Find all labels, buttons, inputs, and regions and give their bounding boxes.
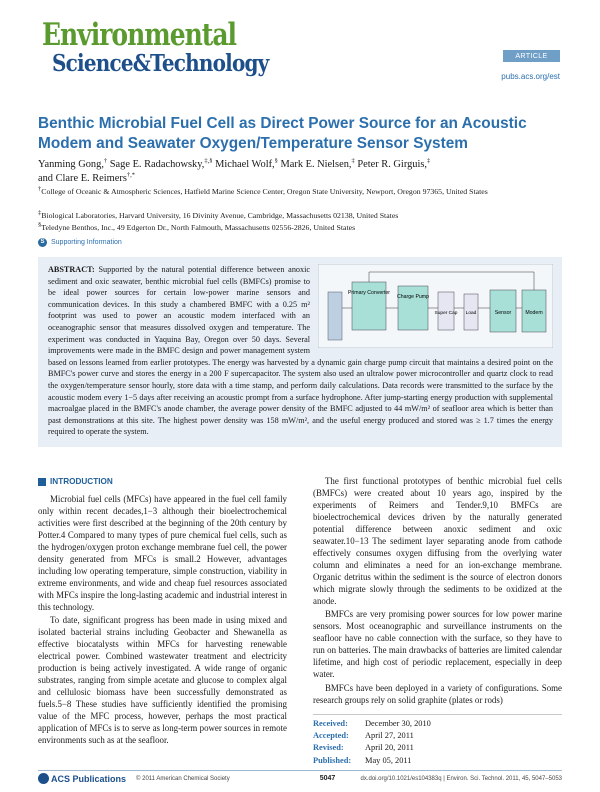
body-paragraph: The first functional prototypes of benthic microbial fuel cells (BMFCs) were created about 10 years ago, inspired by the experiments of Reimers and Tender.9,10 BMFCs are bioelectrochemical devices driven by the naturally generated potential difference between anoxic sediment and oxic seawater.10−13 The sediment layer separating anode from cathode effectively consumes oxygen diffusing from the overlying water column and eliminates a need for an ion-exchange membrane. Organic detritus within the sediment is the source of electron donors which migrate slowly through the sediments to be oxidized at the anode. [313, 476, 562, 606]
journal-url-link[interactable]: pubs.acs.org/est [501, 72, 560, 81]
affiliation-1 [38, 186, 568, 198]
journal-logo-line1: Environmental [42, 16, 237, 53]
diagram-label: Charge Pump [396, 294, 430, 300]
affiliation-2 [38, 210, 568, 222]
body-paragraph: BMFCs are very promising power sources for low power marine sensors. Most oceanographic and surveillance instruments on the seafloor have no cable connection with the surface, so they have to run on batteries. The main drawbacks of batteries are limited calendar lifetime, and high cost of periodic replacement, especially in deep water. [313, 609, 562, 680]
journal-logo-line2: Science&Technology [52, 49, 269, 77]
author-mark: †,* [126, 171, 135, 179]
diagram-label: Primary Converter [347, 290, 391, 296]
author-name[interactable]: Peter R. Girguis, [357, 159, 428, 170]
article-type-badge: ARTICLE [503, 50, 560, 62]
abstract-graphic [318, 264, 553, 348]
supporting-info-label: Supporting Information [51, 239, 122, 246]
author-name[interactable]: and Clare E. Reimers [38, 173, 127, 184]
diagram-label: Super Cap [434, 311, 458, 316]
left-column [38, 476, 287, 747]
affiliation-text: Teledyne Benthos, Inc., 49 Edgerton Dr., North Falmouth, Massachusetts 02556-2826, United States [41, 223, 356, 232]
journal-logo [40, 16, 269, 78]
date-key: Received: [313, 719, 348, 728]
abstract-label: ABSTRACT: [48, 265, 95, 274]
publisher-logo[interactable] [38, 773, 126, 784]
affiliation-text: Biological Laboratories, Harvard University, 16 Divinity Avenue, Cambridge, Massachusetts 02138, United States [41, 211, 399, 220]
section-heading-text: INTRODUCTION [50, 477, 113, 486]
author-list [38, 158, 568, 186]
affiliation-mark: ‡ [38, 209, 42, 217]
author-mark: ‡ [351, 157, 355, 165]
paper-title: Benthic Microbial Fuel Cell as Direct Power Source for an Acoustic Modem and Seawater Oxygen/Temperature Sensor System [38, 115, 527, 152]
date-row [313, 742, 562, 754]
affiliation-mark: § [38, 221, 42, 229]
affiliation-3 [38, 222, 568, 234]
abstract-box [38, 257, 562, 447]
date-value: December 30, 2010 [365, 719, 431, 728]
section-bullet-icon [38, 478, 46, 486]
date-row [313, 718, 562, 730]
publication-dates [313, 714, 562, 767]
affiliation-mark: † [38, 185, 42, 193]
date-row [313, 730, 562, 742]
section-heading [38, 476, 287, 488]
affiliation-text: College of Oceanic & Atmospheric Sciences, Hatfield Marine Science Center, Oregon State University, Newport, Oregon 97365, United States [41, 187, 488, 196]
date-key: Accepted: [313, 731, 349, 741]
body-paragraph: BMFCs have been deployed in a variety of configurations. Some research groups rely on solid graphite (plates or rods) [313, 683, 562, 706]
charge-pump-box [398, 286, 428, 330]
fuel-cell-shape [328, 292, 342, 340]
system-diagram [318, 264, 553, 348]
publisher-name: ACS Publications [51, 773, 127, 784]
author-mark: ‡,§ [204, 157, 213, 165]
supporting-info-link[interactable] [38, 238, 122, 247]
date-row [313, 755, 562, 767]
right-column [313, 476, 562, 707]
acs-logo-icon [38, 773, 49, 784]
diagram-label: Load [465, 311, 477, 316]
page-number: 5047 [319, 775, 336, 782]
abstract-text [48, 264, 553, 438]
author-mark: † [103, 157, 108, 165]
copyright-text: © 2011 American Chemical Society [136, 775, 230, 782]
date-value: April 27, 2011 [365, 731, 414, 741]
date-value: April 20, 2011 [365, 743, 414, 753]
diagram-label: Sensor [494, 310, 512, 316]
diagram-label: Modem [525, 310, 543, 316]
author-name[interactable]: Michael Wolf, [215, 159, 275, 170]
author-name[interactable]: Sage E. Radachowsky, [109, 159, 205, 170]
date-value: May 05, 2011 [365, 755, 412, 765]
page-footer [38, 770, 562, 784]
date-key: Revised: [313, 743, 344, 753]
date-key: Published: [313, 755, 352, 765]
abstract-body: Supported by the natural potential difference between anoxic sediment and oxic seawater, benthic microbial fuel cells (BMFCs) promise to be ideal power sources for certain low-power marine sensors and communication devices. In this study a chambered BMFC with a 0.25 m² footprint was used to power an acoustic modem interfaced with an oceanographic sensor that measures dissolved oxygen and temperature. The experiment was conducted in Yaquina Bay, Oregon over 50 days. Several improvements were made in the BMFC design and power management system based on lessons learned from earlier prototypes. The energy was harvested by a dynamic gain charge pump circuit that maintains a desired point on the BMFC's power curve and stores the energy in a 200 F supercapacitor. The system also used an ultralow power microcontroller and quartz clock to read the oxygen/temperature sensor hourly, store data with a time stamp, and perform daily calculations. Data records were transmitted to the surface by the acoustic modem every 1−5 days after receiving an acoustic prompt from a surface hydrophone. After jump-starting energy production with supplemental macroalgae placed in the BMFC's anode chamber, the average power density of the BMFC adjusted to 44 mW/m² of seafloor area which is better than past demonstrations at this site. The highest power density was 158 mW/m², and the useful energy produced and stored was ≥ 1.7 times the energy required to operate the system. [48, 265, 553, 437]
author-name[interactable]: Yanming Gong, [38, 159, 104, 170]
body-paragraph: To date, significant progress has been made in using mixed and isolated bacterial strains including Geobacter and Shewanella as effective biocatalysts within MFCs for harvesting renewable electrical power. Combined wastewater treatment and electricity production is being actively investigated. A wide range of organic substrates, ranging from simple acetate and glucose to complex algal and cellulosic biomass have been successfully demonstrated as fuels.5−8 These studies have sufficiently identified the promising value of the MFC process, however, perhaps the most practical application of MFCs is to serve as long-term power sources in remote environments such as at the seafloor. [38, 615, 287, 746]
supporting-info-icon: S [38, 238, 47, 247]
body-paragraph: Microbial fuel cells (MFCs) have appeared in the fuel cell family only within recent decades,1−3 although their bioelectrochemical activities were first described at the beginning of the 20th century by Potter.4 Compared to many types of pure chemical fuel cells, such as the hydrogen/oxygen proton exchange membrane fuel cell, the power density generated from MFCs is small.2 However, advantages including low operating temperature, simple construction, viability in extreme environments, and wide and cheap fuel resources associated with MFCs inspire the long-lasting academic and industrial interest in this technology. [38, 493, 287, 612]
doi-link[interactable]: dx.doi.org/10.1021/es104383q | Environ. Sci. Technol. 2011, 45, 5047–5053 [360, 775, 562, 782]
author-mark: ‡ [427, 157, 431, 165]
author-name[interactable]: Mark E. Nielsen, [280, 159, 352, 170]
author-mark: § [274, 157, 278, 165]
